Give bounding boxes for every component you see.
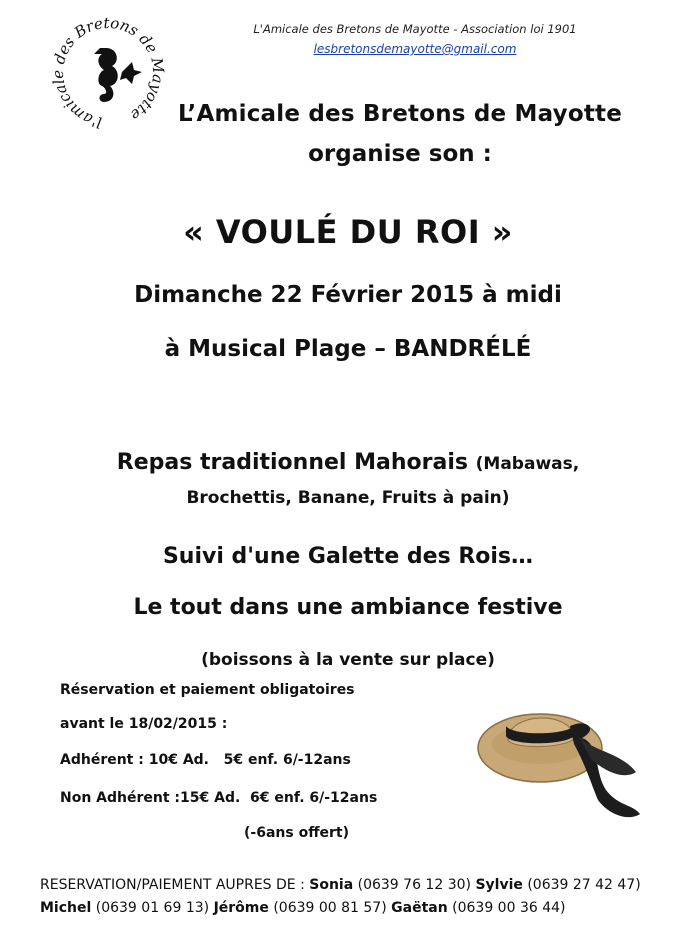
event-title: « VOULÉ DU ROI » (183, 213, 513, 251)
children-free-note: (-6ans offert) (244, 825, 350, 841)
straw-hat-icon (470, 688, 650, 828)
ambiance-line: Le tout dans une ambiance festive (133, 595, 563, 620)
association-line: L'Amicale des Bretons de Mayotte - Association loi 1901 (253, 22, 577, 36)
contact-name: Gaëtan (391, 900, 448, 916)
organizer-line-2: organise son : (308, 141, 492, 167)
booking-deadline: avant le 18/02/2015 : (60, 716, 228, 732)
contact-name: Michel (40, 900, 92, 916)
galette-line: Suivi d'une Galette des Rois… (162, 544, 534, 569)
booking-requirement: Réservation et paiement obligatoires (60, 682, 355, 698)
event-date: Dimanche 22 Février 2015 à midi (134, 282, 562, 308)
event-place: à Musical Plage – BANDRÉLÉ (164, 336, 532, 362)
logo-text: l'amicale des Bretons de Mayotte (48, 14, 168, 132)
contact-phone: (0639 01 69 13) (95, 900, 210, 916)
drinks-line: (boissons à la vente sur place) (201, 650, 495, 670)
meal-detail-1: (Mabawas, (475, 454, 580, 474)
footer-label: RESERVATION/PAIEMENT AUPRES DE : (40, 877, 305, 893)
contact-phone: (0639 76 12 30) (357, 877, 471, 893)
seahorse-ermine-logo-icon (94, 48, 142, 102)
meal-detail-2: Brochettis, Banane, Fruits à pain) (186, 488, 510, 508)
meal-line (0, 450, 696, 475)
contact-name: Jérôme (213, 900, 269, 916)
footer-contacts (40, 874, 660, 920)
contact-phone: (0639 00 81 57) (273, 900, 387, 916)
member-price: Adhérent : 10€ Ad. 5€ enf. 6/-12ans (60, 752, 351, 768)
contact-phone: (0639 27 42 47) (527, 877, 641, 893)
non-member-price: Non Adhérent :15€ Ad. 6€ enf. 6/-12ans (60, 790, 378, 806)
contact-phone: (0639 00 36 44) (452, 900, 566, 916)
contact-name: Sylvie (475, 877, 523, 893)
meal-main: Repas traditionnel Mahorais (116, 450, 468, 475)
organizer-line-1: L’Amicale des Bretons de Mayotte (177, 101, 623, 127)
contact-name: Sonia (309, 877, 354, 893)
email-link[interactable]: lesbretonsdemayotte@gmail.com (313, 42, 517, 56)
